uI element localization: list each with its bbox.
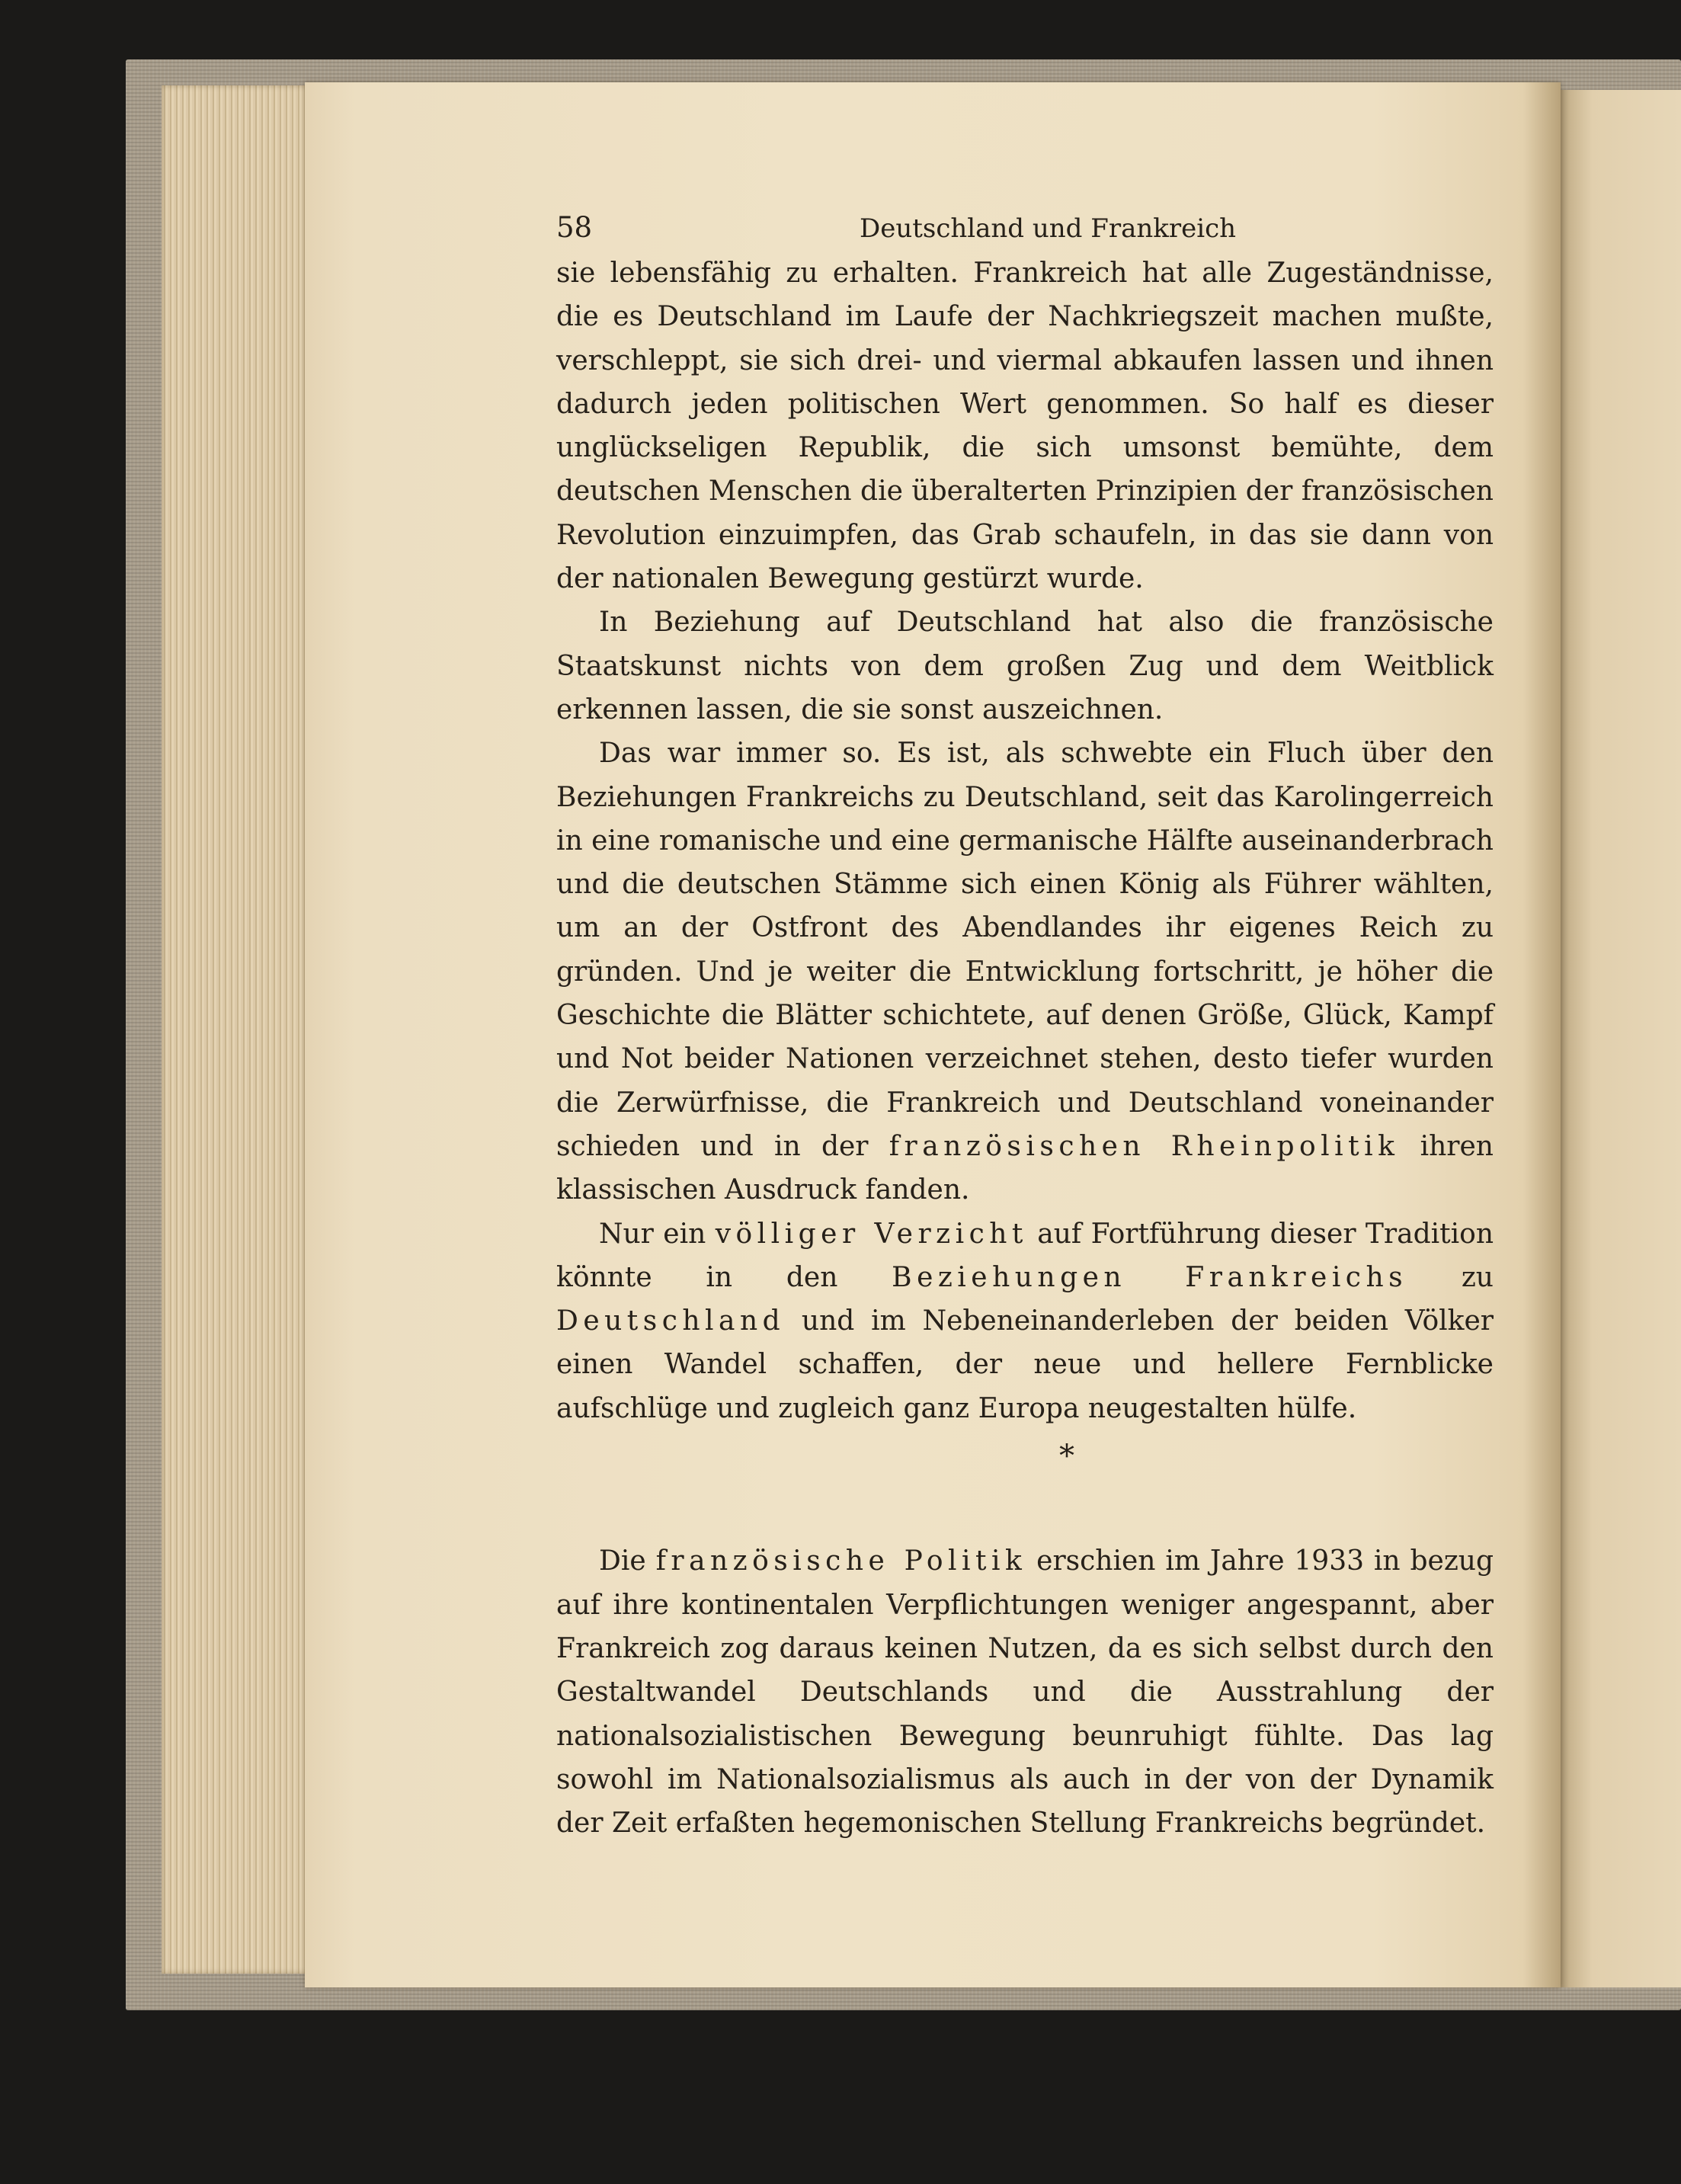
paragraph-5-emphasis: französische Politik — [655, 1545, 1027, 1577]
paragraph-5-text-b: erschien im Jahre 1933 in bezug auf ihre kontinentalen Verpflichtungen weniger angespannt, aber Frankreich zog daraus keinen Nutzen, da es sich selbst durch den Gestaltwandel Deutschlands und die Ausstrahlung der nationalsozialistischen Bewegung beunruhigt fühlte. Das lag sowohl im Nationalsozialismus als auch in der von der Dynamik der Zeit erfaßten hegemonischen Stellung Frankreichs begründet. — [556, 1545, 1494, 1840]
paragraph-3-text-b: ihren klassischen Ausdruck fanden. — [556, 1130, 1494, 1206]
paragraph-4-text-c: zu — [1407, 1261, 1494, 1293]
paragraph-3-text-a: Das war immer so. Es ist, als schwebte ein Fluch über den Beziehungen Frankreichs zu Deutschland, seit das Karolingerreich in eine romanische und eine germanische Hälfte auseinanderbrach und die deutschen Stämme sich einen König als Führer wählten, um an der Ostfront des Abendlandes ihr eigenes Reich zu gründen. Und je weiter die Entwicklung fortschritt, je höher die Geschichte die Blätter schichtete, auf denen Größe, Glück, Kampf und Not beider Nationen verzeichnet stehen, desto tiefer wurden die Zerwürfnisse, die Frankreich und Deutschland voneinander schieden und in der — [556, 738, 1494, 1162]
paragraph-4-emphasis-1: völliger Verzicht — [715, 1218, 1028, 1250]
paragraph-5-text-a: Die — [599, 1545, 656, 1577]
paragraph-3-emphasis: französischen Rheinpolitik — [889, 1130, 1400, 1162]
paragraph-4-text-b: auf Fortführung dieser Tradition könnte in den — [556, 1218, 1494, 1293]
page-number: 58 — [556, 211, 593, 244]
paragraph-4-text-d: und im Nebeneinanderleben der beiden Völker einen Wandel schaffen, der neue und hellere Fernblicke aufschlüge und zugleich ganz Europa neugestalten hülfe. — [556, 1305, 1494, 1424]
paragraph-2: In Beziehung auf Deutschland hat also die französische Staatskunst nichts von dem großen Zug und dem Weitblick erkennen lassen, die sie sonst auszeichnen. — [556, 607, 1494, 725]
running-head — [556, 206, 1494, 251]
facing-page — [1555, 90, 1681, 1987]
paragraph-5 — [556, 1539, 1494, 1845]
section-divider: * — [1059, 1439, 1074, 1475]
running-title: Deutschland und Frankreich — [859, 213, 1237, 244]
paragraph-4 — [556, 1212, 1494, 1430]
paragraph-3 — [556, 732, 1494, 1212]
page-edges — [162, 85, 314, 1974]
paragraph-1: sie lebensfähig zu erhalten. Frankreich hat alle Zugeständnisse, die es Deutschland im Laufe der Nachkriegszeit machen mußte, verschleppt, sie sich drei- und viermal abkaufen lassen und ihnen dadurch jeden politischen Wert genommen. So half es dieser unglückseligen Republik, die sich umsonst bemühte, dem deutschen Menschen die überalterten Prinzipien der französischen Revolution einzuimpfen, das Grab schaufeln, in das sie dann von der nationalen Bewegung gestürzt wurde. — [556, 258, 1494, 595]
paragraph-4-emphasis-2: Beziehungen Frankreichs — [892, 1261, 1408, 1293]
paragraph-4-emphasis-3: Deutschland — [556, 1305, 786, 1337]
paragraph-4-text-a: Nur ein — [599, 1218, 716, 1250]
page-text — [556, 206, 1494, 1845]
